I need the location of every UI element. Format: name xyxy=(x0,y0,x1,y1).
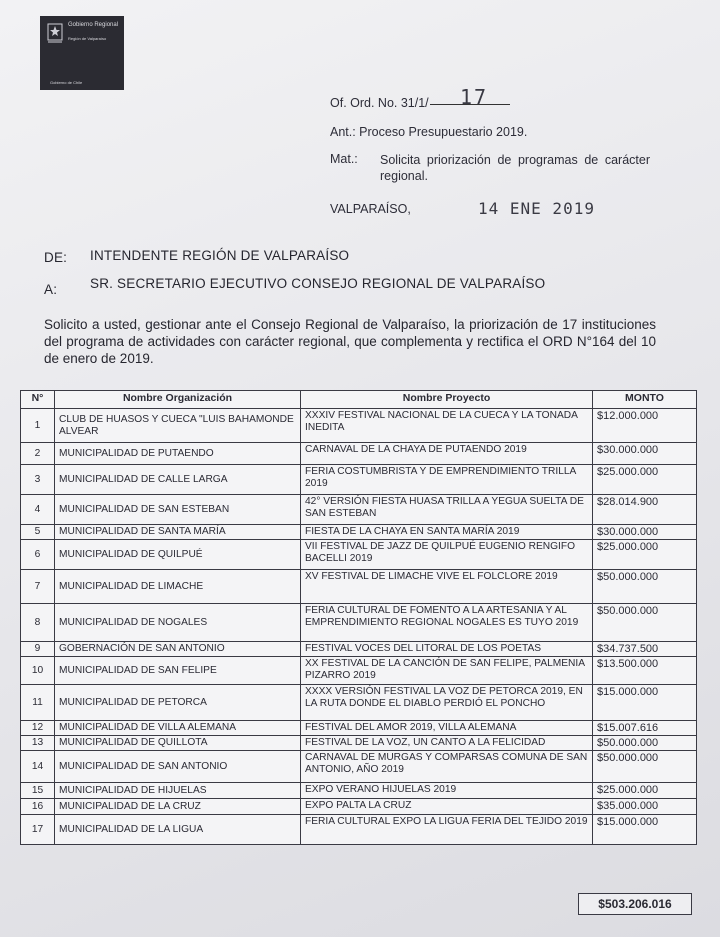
row-number: 10 xyxy=(21,657,55,685)
table-row xyxy=(21,783,697,799)
project-name: XX FESTIVAL DE LA CANCIÓN DE SAN FELIPE, PALMENIA PIZARRO 2019 xyxy=(301,657,593,685)
project-name: 42° VERSIÓN FIESTA HUASA TRILLA A YEGUA SUELTA DE SAN ESTEBAN xyxy=(301,495,593,525)
table-row xyxy=(21,443,697,465)
amount-value: $50.000.000 xyxy=(593,736,697,751)
table-row xyxy=(21,736,697,751)
row-number: 9 xyxy=(21,642,55,657)
organization-name: MUNICIPALIDAD DE PETORCA xyxy=(55,685,301,721)
body-paragraph: Solicito a usted, gestionar ante el Consejo Regional de Valparaíso, la priorización de 17 instituciones del programa de actividades con carácter regional, que complementa y rectifica el ORD N°164 del 10 de enero de 2019. xyxy=(44,317,656,366)
amount-value: $30.000.000 xyxy=(593,525,697,540)
logo-footer: Gobierno de Chile xyxy=(50,80,83,85)
table-row xyxy=(21,685,697,721)
mat-label: Mat.: xyxy=(330,152,358,166)
de-label: DE: xyxy=(44,250,68,265)
project-name: EXPO VERANO HIJUELAS 2019 xyxy=(301,783,593,799)
of-ord-label: Of. Ord. No. 31/1/ xyxy=(330,96,429,110)
table-row xyxy=(21,409,697,443)
mat-text: Solicita priorización de programas de carácter regional. xyxy=(380,153,650,183)
project-name: VII FESTIVAL DE JAZZ DE QUILPUÉ EUGENIO RENGIFO BACELLI 2019 xyxy=(301,540,593,570)
project-name: XV FESTIVAL DE LIMACHE VIVE EL FOLCLORE 2019 xyxy=(301,570,593,604)
row-number: 3 xyxy=(21,465,55,495)
amount-value: $50.000.000 xyxy=(593,604,697,642)
ant-line: Ant.: Proceso Presupuestario 2019. xyxy=(330,125,528,139)
amount-value: $12.000.000 xyxy=(593,409,697,443)
project-name: FERIA COSTUMBRISTA Y DE EMPRENDIMIENTO TRILLA 2019 xyxy=(301,465,593,495)
organization-name: MUNICIPALIDAD DE QUILPUÉ xyxy=(55,540,301,570)
header-project: Nombre Proyecto xyxy=(301,391,593,409)
row-number: 1 xyxy=(21,409,55,443)
organization-name: MUNICIPALIDAD DE NOGALES xyxy=(55,604,301,642)
project-name: FESTIVAL VOCES DEL LITORAL DE LOS POETAS xyxy=(301,642,593,657)
organization-name: MUNICIPALIDAD DE SANTA MARÍA xyxy=(55,525,301,540)
row-number: 5 xyxy=(21,525,55,540)
organization-name: MUNICIPALIDAD DE SAN ANTONIO xyxy=(55,751,301,783)
organization-name: MUNICIPALIDAD DE CALLE LARGA xyxy=(55,465,301,495)
row-number: 2 xyxy=(21,443,55,465)
project-name: EXPO PALTA LA CRUZ xyxy=(301,799,593,815)
row-number: 14 xyxy=(21,751,55,783)
table-row xyxy=(21,570,697,604)
table-row xyxy=(21,657,697,685)
gobierno-regional-logo xyxy=(40,16,124,90)
amount-value: $25.000.000 xyxy=(593,783,697,799)
organization-name: MUNICIPALIDAD DE PUTAENDO xyxy=(55,443,301,465)
table-row xyxy=(21,751,697,783)
organization-name: MUNICIPALIDAD DE VILLA ALEMANA xyxy=(55,721,301,736)
date-stamp: 14 ENE 2019 xyxy=(478,199,595,218)
total-amount: $503.206.016 xyxy=(578,893,692,915)
de-value: INTENDENTE REGIÓN DE VALPARAÍSO xyxy=(90,248,350,263)
organization-name: MUNICIPALIDAD DE LIMACHE xyxy=(55,570,301,604)
table-row xyxy=(21,540,697,570)
row-number: 4 xyxy=(21,495,55,525)
table-row xyxy=(21,721,697,736)
organization-name: MUNICIPALIDAD DE QUILLOTA xyxy=(55,736,301,751)
logo-subtitle: Región de Valparaíso xyxy=(68,36,107,41)
priorization-table xyxy=(20,390,697,845)
amount-value: $30.000.000 xyxy=(593,443,697,465)
organization-name: MUNICIPALIDAD DE SAN ESTEBAN xyxy=(55,495,301,525)
amount-value: $25.000.000 xyxy=(593,540,697,570)
table-row xyxy=(21,604,697,642)
organization-name: MUNICIPALIDAD DE LA LIGUA xyxy=(55,815,301,845)
row-number: 13 xyxy=(21,736,55,751)
table-row xyxy=(21,642,697,657)
table-row xyxy=(21,525,697,540)
table-row xyxy=(21,495,697,525)
organization-name: GOBERNACIÓN DE SAN ANTONIO xyxy=(55,642,301,657)
table-header-row xyxy=(21,391,697,409)
table-row xyxy=(21,815,697,845)
amount-value: $50.000.000 xyxy=(593,751,697,783)
place: VALPARAÍSO, xyxy=(330,202,411,216)
amount-value: $13.500.000 xyxy=(593,657,697,685)
row-number: 8 xyxy=(21,604,55,642)
row-number: 15 xyxy=(21,783,55,799)
project-name: XXXX VERSIÓN FESTIVAL LA VOZ DE PETORCA 2019, EN LA RUTA DONDE EL DIABLO PERDIÓ EL PONCHO xyxy=(301,685,593,721)
amount-value: $25.000.000 xyxy=(593,465,697,495)
organization-name: MUNICIPALIDAD DE LA CRUZ xyxy=(55,799,301,815)
amount-value: $50.000.000 xyxy=(593,570,697,604)
project-name: FESTIVAL DEL AMOR 2019, VILLA ALEMANA xyxy=(301,721,593,736)
amount-value: $28.014.900 xyxy=(593,495,697,525)
amount-value: $35.000.000 xyxy=(593,799,697,815)
a-label: A: xyxy=(44,282,58,297)
crest-icon xyxy=(46,22,64,44)
organization-name: MUNICIPALIDAD DE SAN FELIPE xyxy=(55,657,301,685)
project-name: FESTIVAL DE LA VOZ, UN CANTO A LA FELICIDAD xyxy=(301,736,593,751)
header-organization: Nombre Organización xyxy=(55,391,301,409)
table-row xyxy=(21,799,697,815)
a-value: SR. SECRETARIO EJECUTIVO CONSEJO REGIONAL DE VALPARAÍSO xyxy=(90,276,546,291)
project-name: FERIA CULTURAL EXPO LA LIGUA FERIA DEL TEJIDO 2019 xyxy=(301,815,593,845)
organization-name: CLUB DE HUASOS Y CUECA "LUIS BAHAMONDE ALVEAR xyxy=(55,409,301,443)
amount-value: $15.000.000 xyxy=(593,815,697,845)
row-number: 12 xyxy=(21,721,55,736)
row-number: 16 xyxy=(21,799,55,815)
row-number: 17 xyxy=(21,815,55,845)
project-name: FERIA CULTURAL DE FOMENTO A LA ARTESANIA Y AL EMPRENDIMIENTO REGIONAL NOGALES ES TUYO 2019 xyxy=(301,604,593,642)
amount-value: $15.000.000 xyxy=(593,685,697,721)
project-name: CARNAVAL DE LA CHAYA DE PUTAENDO 2019 xyxy=(301,443,593,465)
row-number: 6 xyxy=(21,540,55,570)
project-name: CARNAVAL DE MURGAS Y COMPARSAS COMUNA DE SAN ANTONIO, AÑO 2019 xyxy=(301,751,593,783)
project-name: FIESTA DE LA CHAYA EN SANTA MARÍA 2019 xyxy=(301,525,593,540)
header-amount: MONTO xyxy=(593,391,697,409)
amount-value: $34.737.500 xyxy=(593,642,697,657)
table-row xyxy=(21,465,697,495)
of-ord-number: 17 xyxy=(460,85,489,109)
project-name: XXXIV FESTIVAL NACIONAL DE LA CUECA Y LA TONADA INEDITA xyxy=(301,409,593,443)
row-number: 11 xyxy=(21,685,55,721)
logo-title: Gobierno Regional xyxy=(68,22,119,28)
header-number: N° xyxy=(21,391,55,409)
organization-name: MUNICIPALIDAD DE HIJUELAS xyxy=(55,783,301,799)
row-number: 7 xyxy=(21,570,55,604)
amount-value: $15.007.616 xyxy=(593,721,697,736)
